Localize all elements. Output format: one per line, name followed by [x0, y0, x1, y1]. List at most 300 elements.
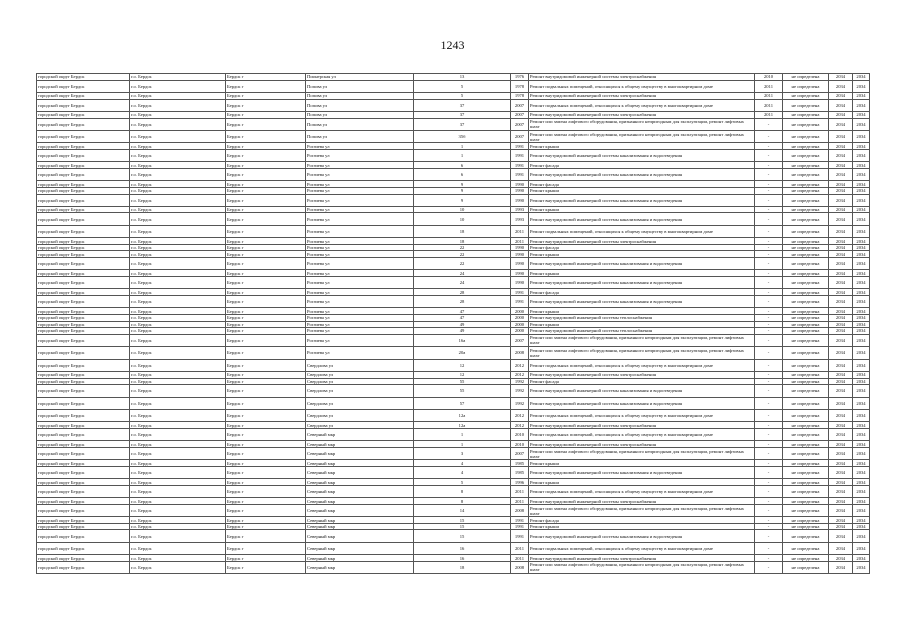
- plan-year-end-cell: 2034: [853, 523, 870, 530]
- street-cell: Рогачева ул: [306, 187, 414, 194]
- municipality-cell: городской округ Бердск: [37, 441, 130, 448]
- plan-year-start-cell: 2034: [829, 244, 853, 251]
- plan-year-start-cell: 2034: [829, 225, 853, 237]
- plan-year-start-cell: 2034: [829, 92, 853, 99]
- last-repair-year-cell: -: [755, 517, 783, 524]
- plan-year-start-cell: 2034: [829, 162, 853, 169]
- street-cell: Рогачева ул: [306, 308, 414, 315]
- city-cell: Бердск г: [226, 308, 306, 315]
- table-row: [37, 213, 870, 225]
- table-row: [37, 187, 870, 194]
- year-built-cell: 2008: [511, 347, 529, 359]
- house-number-cell: 8: [414, 485, 511, 497]
- cost-cell: не определена: [783, 251, 829, 258]
- cost-cell: не определена: [783, 181, 829, 188]
- cost-cell: не определена: [783, 92, 829, 99]
- district-cell: г.о. Бердск: [130, 92, 226, 99]
- plan-year-start-cell: 2034: [829, 130, 853, 142]
- table-row: [37, 334, 870, 346]
- municipality-cell: городской округ Бердск: [37, 111, 130, 118]
- district-cell: г.о. Бердск: [130, 181, 226, 188]
- municipality-cell: городской округ Бердск: [37, 485, 130, 497]
- cost-cell: не определена: [783, 523, 829, 530]
- cost-cell: не определена: [783, 74, 829, 81]
- municipality-cell: городской округ Бердск: [37, 80, 130, 92]
- house-number-cell: 12а: [414, 422, 511, 429]
- year-built-cell: 1991: [511, 296, 529, 308]
- street-cell: Рогачева ул: [306, 238, 414, 245]
- street-cell: Свердлова ул: [306, 422, 414, 429]
- work-type-cell: Ремонт внутридомовой инженерной системы электроснабжения: [529, 238, 755, 245]
- work-type-cell: Ремонт подвальных помещений, относящихся к общему имуществу в многоквартирном доме: [529, 485, 755, 497]
- plan-year-start-cell: 2034: [829, 328, 853, 335]
- plan-year-end-cell: 2034: [853, 187, 870, 194]
- cost-cell: не определена: [783, 359, 829, 371]
- house-number-cell: 49: [414, 328, 511, 335]
- street-cell: Свердлова ул: [306, 397, 414, 409]
- year-built-cell: 2011: [511, 542, 529, 554]
- street-cell: Рогачева ул: [306, 162, 414, 169]
- table-row: [37, 441, 870, 448]
- district-cell: г.о. Бердск: [130, 530, 226, 542]
- street-cell: Северный мкр: [306, 447, 414, 459]
- year-built-cell: 1990: [511, 181, 529, 188]
- plan-year-start-cell: 2034: [829, 321, 853, 328]
- city-cell: Бердск г: [226, 258, 306, 270]
- street-cell: Северный мкр: [306, 504, 414, 516]
- plan-year-end-cell: 2034: [853, 251, 870, 258]
- plan-year-end-cell: 2034: [853, 206, 870, 213]
- plan-year-end-cell: 2034: [853, 466, 870, 478]
- street-cell: Рогачева ул: [306, 258, 414, 270]
- house-number-cell: 47: [414, 315, 511, 322]
- municipality-cell: городской округ Бердск: [37, 296, 130, 308]
- district-cell: г.о. Бердск: [130, 74, 226, 81]
- year-built-cell: 1996: [511, 479, 529, 486]
- street-cell: Попова ул: [306, 80, 414, 92]
- plan-year-end-cell: 2034: [853, 517, 870, 524]
- table-row: [37, 244, 870, 251]
- municipality-cell: городской округ Бердск: [37, 428, 130, 440]
- house-number-cell: 10: [414, 213, 511, 225]
- work-type-cell: Ремонт внутридомовой инженерной системы канализования и водоотведения: [529, 213, 755, 225]
- table-row: [37, 181, 870, 188]
- plan-year-end-cell: 2034: [853, 296, 870, 308]
- district-cell: г.о. Бердск: [130, 447, 226, 459]
- cost-cell: не определена: [783, 460, 829, 467]
- city-cell: Бердск г: [226, 447, 306, 459]
- municipality-cell: городской округ Бердск: [37, 498, 130, 505]
- work-type-cell: Ремонт внутридомовой инженерной системы канализования и водоотведения: [529, 194, 755, 206]
- cost-cell: не определена: [783, 213, 829, 225]
- plan-year-end-cell: 2034: [853, 194, 870, 206]
- year-built-cell: 1991: [511, 523, 529, 530]
- table-row: [37, 422, 870, 429]
- district-cell: г.о. Бердск: [130, 378, 226, 385]
- house-number-cell: 5: [414, 80, 511, 92]
- work-type-cell: Ремонт крыши: [529, 523, 755, 530]
- last-repair-year-cell: 2011: [755, 99, 783, 111]
- municipality-cell: городской округ Бердск: [37, 530, 130, 542]
- municipality-cell: городской округ Бердск: [37, 328, 130, 335]
- street-cell: Рогачева ул: [306, 244, 414, 251]
- house-number-cell: 55: [414, 378, 511, 385]
- work-type-cell: Ремонт внутридомовой инженерной системы канализования и водоотведения: [529, 277, 755, 289]
- last-repair-year-cell: -: [755, 428, 783, 440]
- plan-year-start-cell: 2034: [829, 504, 853, 516]
- year-built-cell: 1985: [511, 460, 529, 467]
- plan-year-end-cell: 2034: [853, 168, 870, 180]
- year-built-cell: 2007: [511, 130, 529, 142]
- municipality-cell: городской округ Бердск: [37, 149, 130, 161]
- plan-year-end-cell: 2034: [853, 321, 870, 328]
- street-cell: Северный мкр: [306, 466, 414, 478]
- house-number-cell: 37: [414, 118, 511, 130]
- house-number-cell: 9: [414, 194, 511, 206]
- district-cell: г.о. Бердск: [130, 213, 226, 225]
- work-type-cell: Ремонт подвальных помещений, относящихся к общему имуществу в многоквартирном доме: [529, 99, 755, 111]
- plan-year-start-cell: 2034: [829, 334, 853, 346]
- plan-year-start-cell: 2034: [829, 118, 853, 130]
- street-cell: Рогачева ул: [306, 206, 414, 213]
- city-cell: Бердск г: [226, 118, 306, 130]
- district-cell: г.о. Бердск: [130, 460, 226, 467]
- house-number-cell: 1: [414, 149, 511, 161]
- city-cell: Бердск г: [226, 428, 306, 440]
- table-row: [37, 149, 870, 161]
- district-cell: г.о. Бердск: [130, 523, 226, 530]
- plan-year-start-cell: 2034: [829, 99, 853, 111]
- table-row: [37, 162, 870, 169]
- city-cell: Бердск г: [226, 422, 306, 429]
- street-cell: Рогачева ул: [306, 277, 414, 289]
- house-number-cell: 28: [414, 289, 511, 296]
- plan-year-start-cell: 2034: [829, 277, 853, 289]
- district-cell: г.о. Бердск: [130, 422, 226, 429]
- municipality-cell: городской округ Бердск: [37, 213, 130, 225]
- work-type-cell: Ремонт внутридомовой инженерной системы теплоснабжения: [529, 315, 755, 322]
- table-row: [37, 378, 870, 385]
- cost-cell: не определена: [783, 517, 829, 524]
- last-repair-year-cell: 2011: [755, 111, 783, 118]
- plan-year-end-cell: 2034: [853, 118, 870, 130]
- district-cell: г.о. Бердск: [130, 251, 226, 258]
- municipality-cell: городской округ Бердск: [37, 371, 130, 378]
- cost-cell: не определена: [783, 555, 829, 562]
- street-cell: Северный мкр: [306, 555, 414, 562]
- year-built-cell: 1991: [511, 289, 529, 296]
- table-row: [37, 460, 870, 467]
- house-number-cell: 9: [414, 181, 511, 188]
- street-cell: Пионерская ул: [306, 74, 414, 81]
- district-cell: г.о. Бердск: [130, 143, 226, 150]
- district-cell: г.о. Бердск: [130, 397, 226, 409]
- plan-year-start-cell: 2034: [829, 542, 853, 554]
- year-built-cell: 1991: [511, 143, 529, 150]
- house-number-cell: 12: [414, 359, 511, 371]
- plan-year-end-cell: 2034: [853, 92, 870, 99]
- district-cell: г.о. Бердск: [130, 555, 226, 562]
- house-number-cell: 18: [414, 225, 511, 237]
- year-built-cell: 1976: [511, 74, 529, 81]
- city-cell: Бердск г: [226, 168, 306, 180]
- city-cell: Бердск г: [226, 270, 306, 277]
- district-cell: г.о. Бердск: [130, 194, 226, 206]
- street-cell: Северный мкр: [306, 498, 414, 505]
- year-built-cell: 2007: [511, 111, 529, 118]
- cost-cell: не определена: [783, 277, 829, 289]
- last-repair-year-cell: -: [755, 296, 783, 308]
- last-repair-year-cell: -: [755, 441, 783, 448]
- plan-year-end-cell: 2034: [853, 80, 870, 92]
- house-number-cell: 12а: [414, 409, 511, 421]
- house-number-cell: 22: [414, 251, 511, 258]
- district-cell: г.о. Бердск: [130, 328, 226, 335]
- street-cell: Свердлова ул: [306, 371, 414, 378]
- table-row: [37, 251, 870, 258]
- work-type-cell: Ремонт внутридомовой инженерной системы канализования и водоотведения: [529, 385, 755, 397]
- plan-year-start-cell: 2034: [829, 308, 853, 315]
- city-cell: Бердск г: [226, 334, 306, 346]
- city-cell: Бердск г: [226, 251, 306, 258]
- last-repair-year-cell: -: [755, 315, 783, 322]
- plan-year-start-cell: 2034: [829, 447, 853, 459]
- year-built-cell: 1990: [511, 270, 529, 277]
- year-built-cell: 1990: [511, 244, 529, 251]
- last-repair-year-cell: -: [755, 409, 783, 421]
- municipality-cell: городской округ Бердск: [37, 206, 130, 213]
- city-cell: Бердск г: [226, 385, 306, 397]
- last-repair-year-cell: -: [755, 187, 783, 194]
- city-cell: Бердск г: [226, 561, 306, 573]
- table-row: [37, 80, 870, 92]
- year-built-cell: 2012: [511, 422, 529, 429]
- year-built-cell: 2010: [511, 441, 529, 448]
- plan-year-end-cell: 2034: [853, 479, 870, 486]
- plan-year-start-cell: 2034: [829, 498, 853, 505]
- year-built-cell: 2007: [511, 334, 529, 346]
- municipality-cell: городской округ Бердск: [37, 347, 130, 359]
- plan-year-end-cell: 2034: [853, 397, 870, 409]
- work-type-cell: Ремонт или замена лифтового оборудования, признанного непригодным для эксплуатации, ремонт лифтовых шахт: [529, 118, 755, 130]
- plan-year-start-cell: 2034: [829, 315, 853, 322]
- page-number: 1243: [440, 38, 465, 52]
- city-cell: Бердск г: [226, 296, 306, 308]
- year-built-cell: 1991: [511, 168, 529, 180]
- plan-year-end-cell: 2034: [853, 561, 870, 573]
- last-repair-year-cell: -: [755, 479, 783, 486]
- municipality-cell: городской округ Бердск: [37, 187, 130, 194]
- cost-cell: не определена: [783, 466, 829, 478]
- municipality-cell: городской округ Бердск: [37, 422, 130, 429]
- year-built-cell: 1990: [511, 258, 529, 270]
- house-number-cell: 3: [414, 447, 511, 459]
- plan-year-end-cell: 2034: [853, 555, 870, 562]
- municipality-cell: городской округ Бердск: [37, 270, 130, 277]
- plan-year-end-cell: 2034: [853, 162, 870, 169]
- last-repair-year-cell: -: [755, 251, 783, 258]
- plan-year-end-cell: 2034: [853, 289, 870, 296]
- table-row: [37, 485, 870, 497]
- table-row: [37, 466, 870, 478]
- house-number-cell: 37: [414, 111, 511, 118]
- city-cell: Бердск г: [226, 485, 306, 497]
- table-row: [37, 555, 870, 562]
- table-row: [37, 270, 870, 277]
- last-repair-year-cell: -: [755, 130, 783, 142]
- work-type-cell: Ремонт внутридомовой инженерной системы канализования и водоотведения: [529, 296, 755, 308]
- city-cell: Бердск г: [226, 143, 306, 150]
- plan-year-end-cell: 2034: [853, 328, 870, 335]
- street-cell: Рогачева ул: [306, 328, 414, 335]
- city-cell: Бердск г: [226, 517, 306, 524]
- year-built-cell: 1990: [511, 277, 529, 289]
- street-cell: Рогачева ул: [306, 321, 414, 328]
- house-number-cell: 9: [414, 187, 511, 194]
- table-row: [37, 258, 870, 270]
- last-repair-year-cell: -: [755, 168, 783, 180]
- plan-year-start-cell: 2034: [829, 359, 853, 371]
- city-cell: Бердск г: [226, 130, 306, 142]
- street-cell: Попова ул: [306, 92, 414, 99]
- work-type-cell: Ремонт внутридомовой инженерной системы электроснабжения: [529, 422, 755, 429]
- work-type-cell: Ремонт крыши: [529, 479, 755, 486]
- cost-cell: не определена: [783, 206, 829, 213]
- work-type-cell: Ремонт внутридомовой инженерной системы канализования и водоотведения: [529, 530, 755, 542]
- district-cell: г.о. Бердск: [130, 80, 226, 92]
- plan-year-end-cell: 2034: [853, 347, 870, 359]
- street-cell: Свердлова ул: [306, 378, 414, 385]
- year-built-cell: 2007: [511, 118, 529, 130]
- house-number-cell: 14: [414, 504, 511, 516]
- cost-cell: не определена: [783, 347, 829, 359]
- district-cell: г.о. Бердск: [130, 162, 226, 169]
- cost-cell: не определена: [783, 321, 829, 328]
- plan-year-end-cell: 2034: [853, 428, 870, 440]
- cost-cell: не определена: [783, 561, 829, 573]
- street-cell: Рогачева ул: [306, 194, 414, 206]
- city-cell: Бердск г: [226, 397, 306, 409]
- city-cell: Бердск г: [226, 378, 306, 385]
- plan-year-start-cell: 2034: [829, 466, 853, 478]
- table-row: [37, 238, 870, 245]
- street-cell: Попова ул: [306, 130, 414, 142]
- municipality-cell: городской округ Бердск: [37, 258, 130, 270]
- last-repair-year-cell: -: [755, 162, 783, 169]
- house-number-cell: 6: [414, 168, 511, 180]
- municipality-cell: городской округ Бердск: [37, 289, 130, 296]
- table-row: [37, 321, 870, 328]
- plan-year-start-cell: 2034: [829, 149, 853, 161]
- table-row: [37, 289, 870, 296]
- work-type-cell: Ремонт крыши: [529, 251, 755, 258]
- city-cell: Бердск г: [226, 523, 306, 530]
- last-repair-year-cell: 2011: [755, 92, 783, 99]
- year-built-cell: 1991: [511, 149, 529, 161]
- plan-year-start-cell: 2034: [829, 347, 853, 359]
- work-type-cell: Ремонт внутридомовой инженерной системы электроснабжения: [529, 441, 755, 448]
- year-built-cell: 1992: [511, 385, 529, 397]
- district-cell: г.о. Бердск: [130, 359, 226, 371]
- work-type-cell: Ремонт или замена лифтового оборудования, признанного непригодным для эксплуатации, ремонт лифтовых шахт: [529, 447, 755, 459]
- cost-cell: не определена: [783, 441, 829, 448]
- street-cell: Северный мкр: [306, 428, 414, 440]
- plan-year-start-cell: 2034: [829, 74, 853, 81]
- work-type-cell: Ремонт крыши: [529, 321, 755, 328]
- plan-year-end-cell: 2034: [853, 238, 870, 245]
- district-cell: г.о. Бердск: [130, 321, 226, 328]
- street-cell: Свердлова ул: [306, 409, 414, 421]
- house-number-cell: 8: [414, 498, 511, 505]
- year-built-cell: 2011: [511, 498, 529, 505]
- plan-year-end-cell: 2034: [853, 542, 870, 554]
- plan-year-end-cell: 2034: [853, 504, 870, 516]
- district-cell: г.о. Бердск: [130, 371, 226, 378]
- plan-year-start-cell: 2034: [829, 181, 853, 188]
- plan-year-start-cell: 2034: [829, 378, 853, 385]
- city-cell: Бердск г: [226, 479, 306, 486]
- last-repair-year-cell: -: [755, 385, 783, 397]
- last-repair-year-cell: -: [755, 270, 783, 277]
- table-row: [37, 168, 870, 180]
- work-type-cell: Ремонт подвальных помещений, относящихся к общему имуществу в многоквартирном доме: [529, 428, 755, 440]
- municipality-cell: городской округ Бердск: [37, 334, 130, 346]
- repair-schedule-table: [36, 73, 870, 574]
- plan-year-start-cell: 2034: [829, 251, 853, 258]
- year-built-cell: 2007: [511, 99, 529, 111]
- last-repair-year-cell: -: [755, 555, 783, 562]
- city-cell: Бердск г: [226, 347, 306, 359]
- municipality-cell: городской округ Бердск: [37, 504, 130, 516]
- cost-cell: не определена: [783, 80, 829, 92]
- street-cell: Северный мкр: [306, 530, 414, 542]
- district-cell: г.о. Бердск: [130, 428, 226, 440]
- street-cell: Рогачева ул: [306, 251, 414, 258]
- last-repair-year-cell: -: [755, 181, 783, 188]
- house-number-cell: 5: [414, 479, 511, 486]
- work-type-cell: Ремонт крыши: [529, 143, 755, 150]
- year-built-cell: 2008: [511, 504, 529, 516]
- street-cell: Попова ул: [306, 118, 414, 130]
- street-cell: Северный мкр: [306, 517, 414, 524]
- city-cell: Бердск г: [226, 92, 306, 99]
- year-built-cell: 1991: [511, 530, 529, 542]
- municipality-cell: городской округ Бердск: [37, 542, 130, 554]
- year-built-cell: 1985: [511, 466, 529, 478]
- work-type-cell: Ремонт крыши: [529, 460, 755, 467]
- cost-cell: не определена: [783, 187, 829, 194]
- street-cell: Рогачева ул: [306, 213, 414, 225]
- last-repair-year-cell: -: [755, 334, 783, 346]
- plan-year-end-cell: 2034: [853, 409, 870, 421]
- year-built-cell: 2011: [511, 225, 529, 237]
- cost-cell: не определена: [783, 111, 829, 118]
- last-repair-year-cell: -: [755, 422, 783, 429]
- municipality-cell: городской округ Бердск: [37, 92, 130, 99]
- house-number-cell: 5: [414, 92, 511, 99]
- cost-cell: не определена: [783, 225, 829, 237]
- city-cell: Бердск г: [226, 315, 306, 322]
- district-cell: г.о. Бердск: [130, 187, 226, 194]
- last-repair-year-cell: -: [755, 213, 783, 225]
- house-number-cell: 1: [414, 428, 511, 440]
- year-built-cell: 2011: [511, 485, 529, 497]
- street-cell: Рогачева ул: [306, 315, 414, 322]
- last-repair-year-cell: -: [755, 194, 783, 206]
- district-cell: г.о. Бердск: [130, 258, 226, 270]
- street-cell: Рогачева ул: [306, 149, 414, 161]
- table-row: [37, 92, 870, 99]
